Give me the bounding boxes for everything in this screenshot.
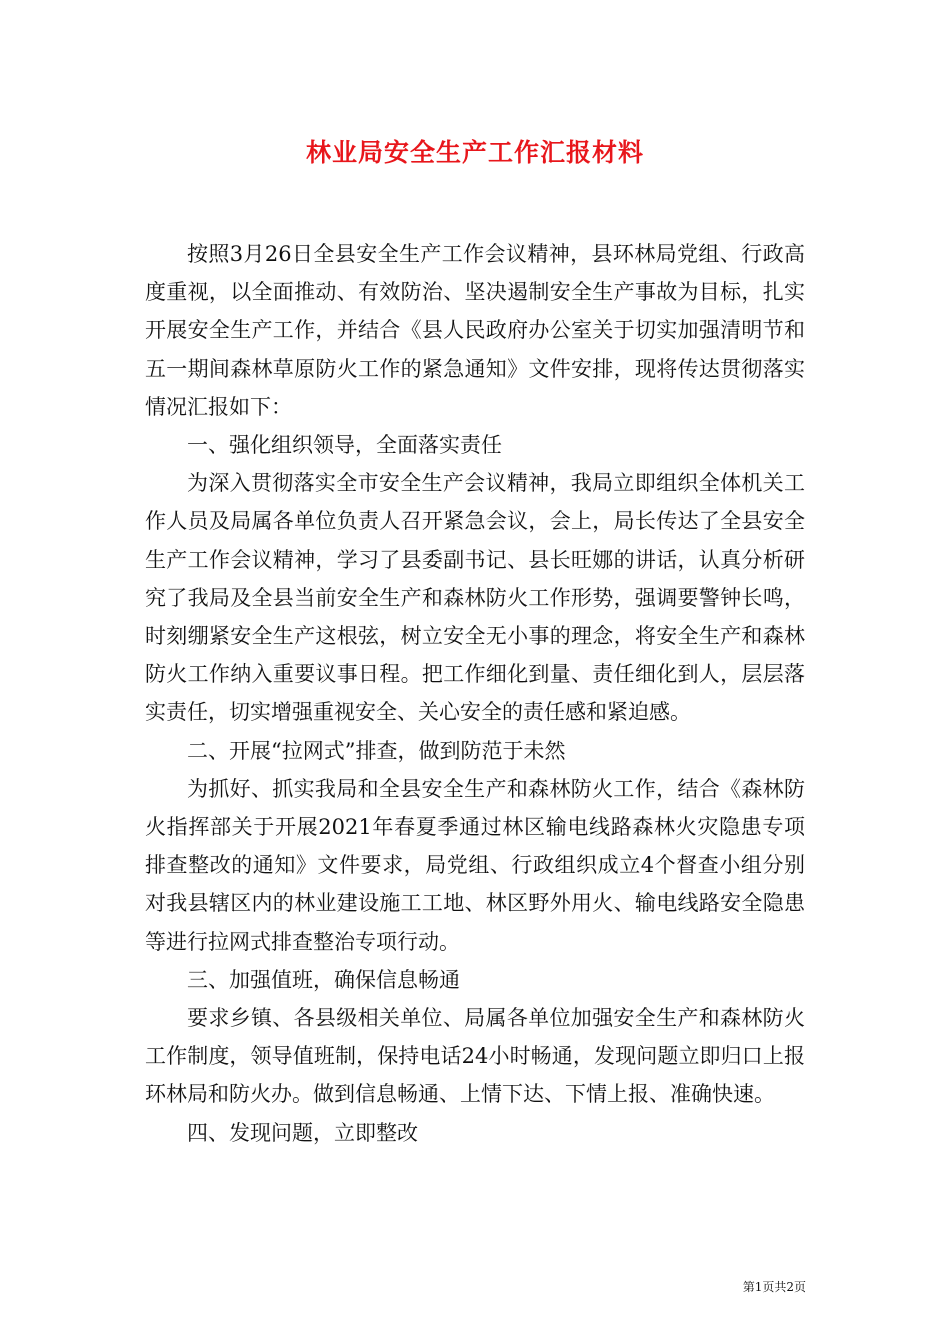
document-title: 林业局安全生产工作汇报材料: [305, 138, 644, 167]
section-heading-1: 一、强化组织领导，全面落实责任: [187, 433, 502, 458]
section-paragraph-2: 为抓好、抓实我局和全县安全生产和森林防火工作，结合《森林防火指挥部关于开展2021年春夏季通过林区输电线路森林火灾隐患专项排查整改的通知》文件要求，局党组、行政组织成立4个督查小组分别对我县辖区内的林业建设施工工地、林区野外用火、输电线路安全隐患等进行拉网式排查整治专项行动。: [145, 776, 805, 954]
section-heading-3: 三、加强值班，确保信息畅通: [187, 967, 460, 992]
intro-paragraph: 按照3月26日全县安全生产工作会议精神，县环林局党组、行政高度重视，以全面推动、有效防治、坚决遏制安全生产事故为目标，扎实开展安全生产工作，并结合《县人民政府办公室关于切实加强清明节和五一期间森林草原防火工作的紧急通知》文件安排，现将传达贯彻落实情况汇报如下：: [145, 242, 805, 419]
section-paragraph-1: 为深入贯彻落实全市安全生产会议精神，我局立即组织全体机关工作人员及局属各单位负责人召开紧急会议，会上，局长传达了全县安全生产工作会议精神，学习了县委副书记、县长旺娜的讲话，认真分析研究了我局及全县当前安全生产和森林防火工作形势，强调要警钟长鸣，时刻绷紧安全生产这根弦，树立安全无小事的理念，将安全生产和森林防火工作纳入重要议事日程。把工作细化到量、责任细化到人，层层落实责任，切实增强重视安全、关心安全的责任感和紧迫感。: [145, 471, 805, 725]
page-number: 第1页共2页: [742, 1280, 806, 1294]
section-heading-2: 二、开展“拉网式”排查，做到防范于未然: [187, 738, 566, 763]
document-body: [145, 235, 805, 1152]
section-heading-4: 四、发现问题，立即整改: [187, 1120, 418, 1145]
section-paragraph-3: 要求乡镇、各县级相关单位、局属各单位加强安全生产和森林防火工作制度，领导值班制，保持电话24小时畅通，发现问题立即归口上报环林局和防火办。做到信息畅通、上情下达、下情上报、准确快速。: [145, 1006, 805, 1107]
